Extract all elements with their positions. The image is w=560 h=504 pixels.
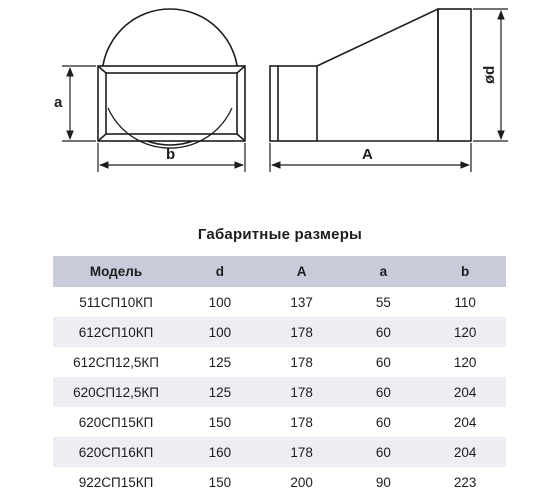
cell-A: 137 bbox=[261, 287, 343, 317]
cell-a: 60 bbox=[343, 407, 425, 437]
cell-d: 160 bbox=[179, 437, 261, 467]
cell-d: 125 bbox=[179, 347, 261, 377]
cell-model: 511СП10КП bbox=[53, 287, 179, 317]
cell-model: 620СП15КП bbox=[53, 407, 179, 437]
cell-a: 60 bbox=[343, 437, 425, 467]
cell-A: 178 bbox=[261, 437, 343, 467]
table-title: Габаритные размеры bbox=[197, 226, 363, 243]
cell-A: 178 bbox=[261, 347, 343, 377]
cell-model: 620СП12,5КП bbox=[53, 377, 179, 407]
cell-d: 125 bbox=[179, 377, 261, 407]
cell-a: 60 bbox=[343, 347, 425, 377]
header-d: d bbox=[179, 256, 261, 287]
table-row bbox=[53, 287, 506, 317]
cell-A: 178 bbox=[261, 317, 343, 347]
cell-A: 200 bbox=[261, 467, 343, 497]
label-od: ød bbox=[481, 65, 498, 84]
header-model: Модель bbox=[53, 256, 179, 287]
cell-A: 178 bbox=[261, 407, 343, 437]
side-rect-part bbox=[270, 66, 317, 141]
dimensions-table bbox=[53, 256, 506, 497]
header-b: b bbox=[424, 256, 506, 287]
header-a: a bbox=[343, 256, 425, 287]
label-b: b bbox=[166, 146, 176, 163]
cell-A: 178 bbox=[261, 377, 343, 407]
table-row bbox=[53, 467, 506, 497]
cell-b: 223 bbox=[424, 467, 506, 497]
cell-d: 100 bbox=[179, 287, 261, 317]
cell-a: 60 bbox=[343, 317, 425, 347]
cell-d: 150 bbox=[179, 407, 261, 437]
label-a: a bbox=[54, 94, 63, 111]
cell-b: 204 bbox=[424, 437, 506, 467]
cell-b: 204 bbox=[424, 377, 506, 407]
rect-duct-outer bbox=[98, 66, 245, 141]
cell-b: 204 bbox=[424, 407, 506, 437]
cell-d: 100 bbox=[179, 317, 261, 347]
technical-drawing bbox=[0, 0, 560, 215]
cell-b: 120 bbox=[424, 317, 506, 347]
cell-a: 55 bbox=[343, 287, 425, 317]
header-A: A bbox=[261, 256, 343, 287]
cell-a: 90 bbox=[343, 467, 425, 497]
table-row bbox=[53, 347, 506, 377]
cell-b: 120 bbox=[424, 347, 506, 377]
cell-model: 612СП12,5КП bbox=[53, 347, 179, 377]
table-row bbox=[53, 437, 506, 467]
side-transition bbox=[317, 9, 438, 141]
table-header-row bbox=[53, 256, 506, 287]
label-A: A bbox=[362, 146, 373, 163]
cell-b: 110 bbox=[424, 287, 506, 317]
side-view bbox=[270, 9, 471, 141]
front-view bbox=[98, 9, 245, 148]
cell-model: 612СП10КП bbox=[53, 317, 179, 347]
cell-d: 150 bbox=[179, 467, 261, 497]
table-row bbox=[53, 407, 506, 437]
dimension-a bbox=[62, 66, 96, 141]
table-row bbox=[53, 377, 506, 407]
cell-a: 60 bbox=[343, 377, 425, 407]
table-row bbox=[53, 317, 506, 347]
cell-model: 620СП16КП bbox=[53, 437, 179, 467]
side-round-part bbox=[438, 9, 471, 141]
cell-model: 922СП15КП bbox=[53, 467, 179, 497]
